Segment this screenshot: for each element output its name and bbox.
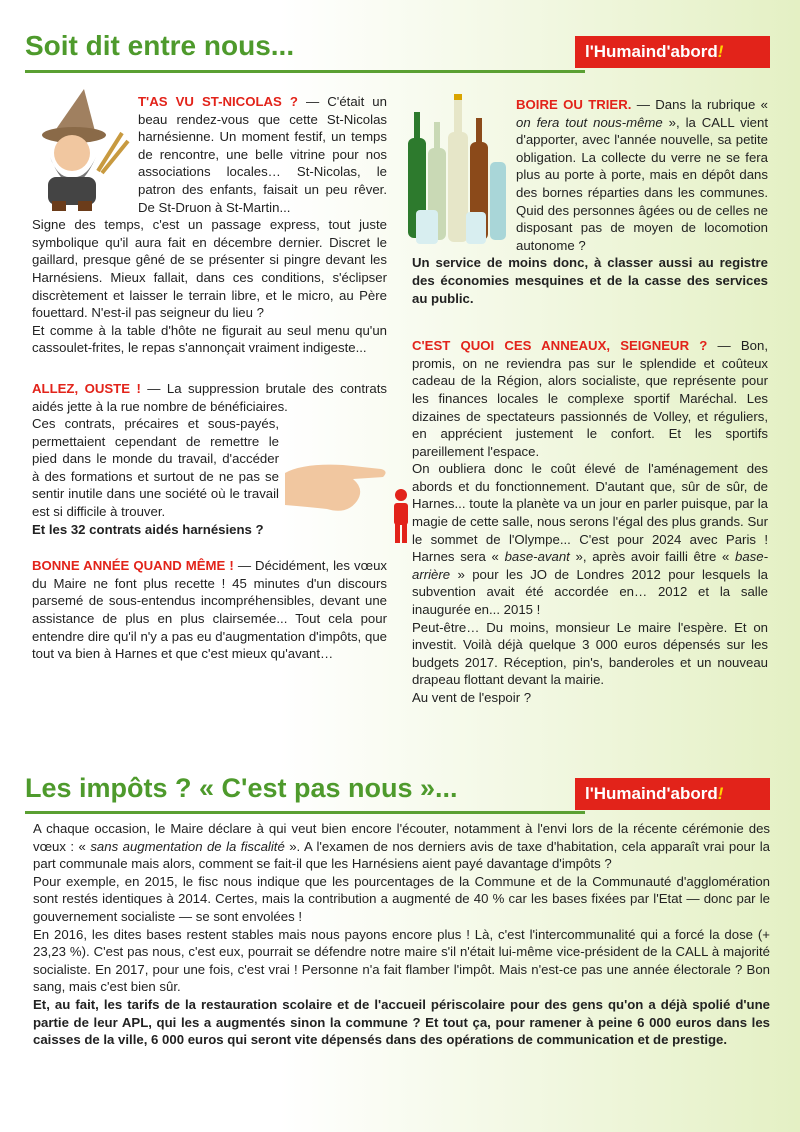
article-anneaux-intro: C'EST QUOI CES ANNEAUX, SEIGNEUR ? — Bon, promis, on ne reviendra pas sur le splendide et coûteux cadeau de la Région, alors socialiste, que représente pour les finances locales le complexe sportif Maréchal. Les dizaines de spectateurs passionnés de Volley, et réguliers, en apprécient justement le confort. Et les sportifs pareillement l'espace. xyxy=(412,338,768,459)
right-column xyxy=(412,96,768,707)
brand-badge-2-text: l'Humaind'abord xyxy=(585,784,718,803)
heading-stnicolas: T'AS VU ST-NICOLAS ? xyxy=(138,94,298,109)
section-title: Les impôts ? « C'est pas nous »... xyxy=(25,773,458,803)
article-ouste-question: Et les 32 contrats aidés harnésiens ? xyxy=(32,521,264,537)
taxes-article xyxy=(33,820,770,1049)
article-ouste-intro: ALLEZ, OUSTE ! — La suppression brutale des contrats aidés jette à la rue nombre de bénéficiaires. xyxy=(32,380,387,414)
article-anneaux-end: Au vent de l'espoir ? xyxy=(412,690,532,705)
bottles-illustration xyxy=(406,92,508,248)
article-stnicolas-end: Et comme à la table d'hôte ne figurait au seul menu qu'un cassoulet-frites, le repas s'annonçait vraiment indigeste... xyxy=(32,322,387,356)
taxes-conclusion: Et, au fait, les tarifs de la restauration scolaire et de l'accueil périscolaire pour des gens qu'on a déjà spolié d'une partie de leur APL, qui les a augmentés sinon la commune ? Et tout ça, pour ramener à peine 6 000 euros dans les caisses de la ville, 6 000 euros qui seront vite dépensés dans des opérations de communication et de prestige. xyxy=(33,996,770,1048)
brand-badge-2 xyxy=(575,778,770,810)
taxes-paragraph-2: Pour exemple, en 2015, le fisc nous indique que les pourcentages de la Commune et de la Communauté d'agglomération sont restés identiques à 2014. Certes, mais la contribution a augmenté de 40 % car les bases fixées par l'Etat — donc par le gouvernement socialiste — se sont envolées ! xyxy=(33,873,770,924)
section-title-underline xyxy=(25,811,585,814)
article-boire: BOIRE OU TRIER. — Dans la rubrique « on fera tout nous-même », la CALL vient d'apporter, avec l'année nouvelle, sa petite obligation. La collecte du verre ne se fera plus au porte à porte, mais en dépôt dans des bornes réparties dans les communes. Quid des personnes âgées ou de celles ne disposant pas de moyen de locomotion autonome ? xyxy=(516,97,768,253)
heading-ouste: ALLEZ, OUSTE ! xyxy=(32,380,141,396)
article-ouste-body: Ces contrats, précaires et sous-payés, permettaient cependant de remettre le pied dans le monde du travail, d'accéder à des formations et surtout de ne pas se sentir inutile dans une société où le travail est si difficile à trouver. xyxy=(32,416,279,520)
taxes-paragraph-1: A chaque occasion, le Maire déclare à qui veut bien encore l'écouter, notamment à l'envi lors de la récente cérémonie des vœux : « sans augmentation de la fiscalité ». A l'examen de nos derniers avis de taxe d'habitation, cela apparaît vrai pour la part communale mais alors, comment se fait-il que les Harnésiens aient payé davantage d'impôts ? xyxy=(33,821,770,872)
title-underline xyxy=(25,70,585,73)
heading-boire: BOIRE OU TRIER. xyxy=(516,97,632,112)
page-title: Soit dit entre nous... xyxy=(25,30,295,61)
brand-badge xyxy=(575,36,770,68)
brand-badge-mark: ! xyxy=(717,42,724,61)
brand-badge-2-mark: ! xyxy=(717,784,724,803)
article-stnicolas-intro: T'AS VU ST-NICOLAS ? — C'était un beau rendez-vous que cette St-Nicolas harnésienne. Un moment festif, un temps de rencontre, une belle vitrine pour nos associations locales… St-Nicolas, le patron des enfants, faisait un peu rêver. De St-Druon à St-Martin... xyxy=(138,94,387,215)
article-anneaux-body: On oubliera donc le coût élevé de l'aménagement des abords et du fonctionnement. D'autant que, sûr de sûr, de Harnes... toute la planète va un jour en parler puisque, par la magie de cette salle, nous serons l'égal des plus grands. Sur le sommet de l'Olympe... C'est pour 2024 avec Paris ! Harnes sera « base-avant », après avoir failli être « base-arrière » pour les JO de Londres 2012 pour lesquels la subvention avait été accordée en… 2012 et la salle inaugurée en... 2015 ! xyxy=(412,461,768,618)
heading-anneaux: C'EST QUOI CES ANNEAUX, SEIGNEUR ? xyxy=(412,338,708,354)
gnome-illustration xyxy=(12,87,132,215)
hand-flick-illustration xyxy=(283,435,415,547)
heading-bonneannee: BONNE ANNÉE QUAND MÊME ! xyxy=(32,558,234,574)
article-stnicolas-body: Signe des temps, c'est un passage express, tout juste symbolique qu'il aura fait en décembre dernier. Discret le gaillard, presque gêné de se présenter si pingre devant les Harnésiens. Mieux fallait, dans ces conditions, s'éclipser discrètement et laisser le terrain libre, et le micro, au Père fouettard. N'est-il pas seigneur du lieu ? xyxy=(32,217,387,321)
article-anneaux-body2: Peut-être… Du moins, monsieur Le maire l'espère. Et on investit. Voilà déjà quelque 3 000 euros dépensés sur les budgets 2017. Réception, pin's, banderoles et un nouveau drapeau flottant devant la mairie. xyxy=(412,619,768,688)
left-column xyxy=(32,93,387,663)
brand-badge-text: l'Humaind'abord xyxy=(585,42,718,61)
article-boire-conclusion: Un service de moins donc, à classer aussi au registre des économies mesquines et de la casse des services au public. xyxy=(412,255,768,306)
taxes-paragraph-3: En 2016, les dites bases restent stables mais nous payons encore plus ! Là, c'est l'intercommunalité qui a forcé la dose (+ 23,23 %). C'est pas nous, c'est eux, pourrait se défendre notre maire s'il n'était lui-même vice-président de la CALL à majorité socialiste. En 2017, pour une fois, c'est vrai ! Personne n'a fait flamber l'impôt. Mais n'est-ce pas une année électorale ? Bon sang, mais c'est bien sûr. xyxy=(33,926,770,995)
article-bonneannee: BONNE ANNÉE QUAND MÊME ! — Décidément, les vœux du Maire ne font plus recette ! 45 minutes d'un discours parsemé de sous-entendus incompréhensibles, devant une assistance de plus en plus clairsemée... Tout cela pour entendre dire qu'il n'y a pas eu d'augmentation d'impôts, que tout va bien à Harnes et que c'est mieux qu'avant… xyxy=(32,558,387,662)
